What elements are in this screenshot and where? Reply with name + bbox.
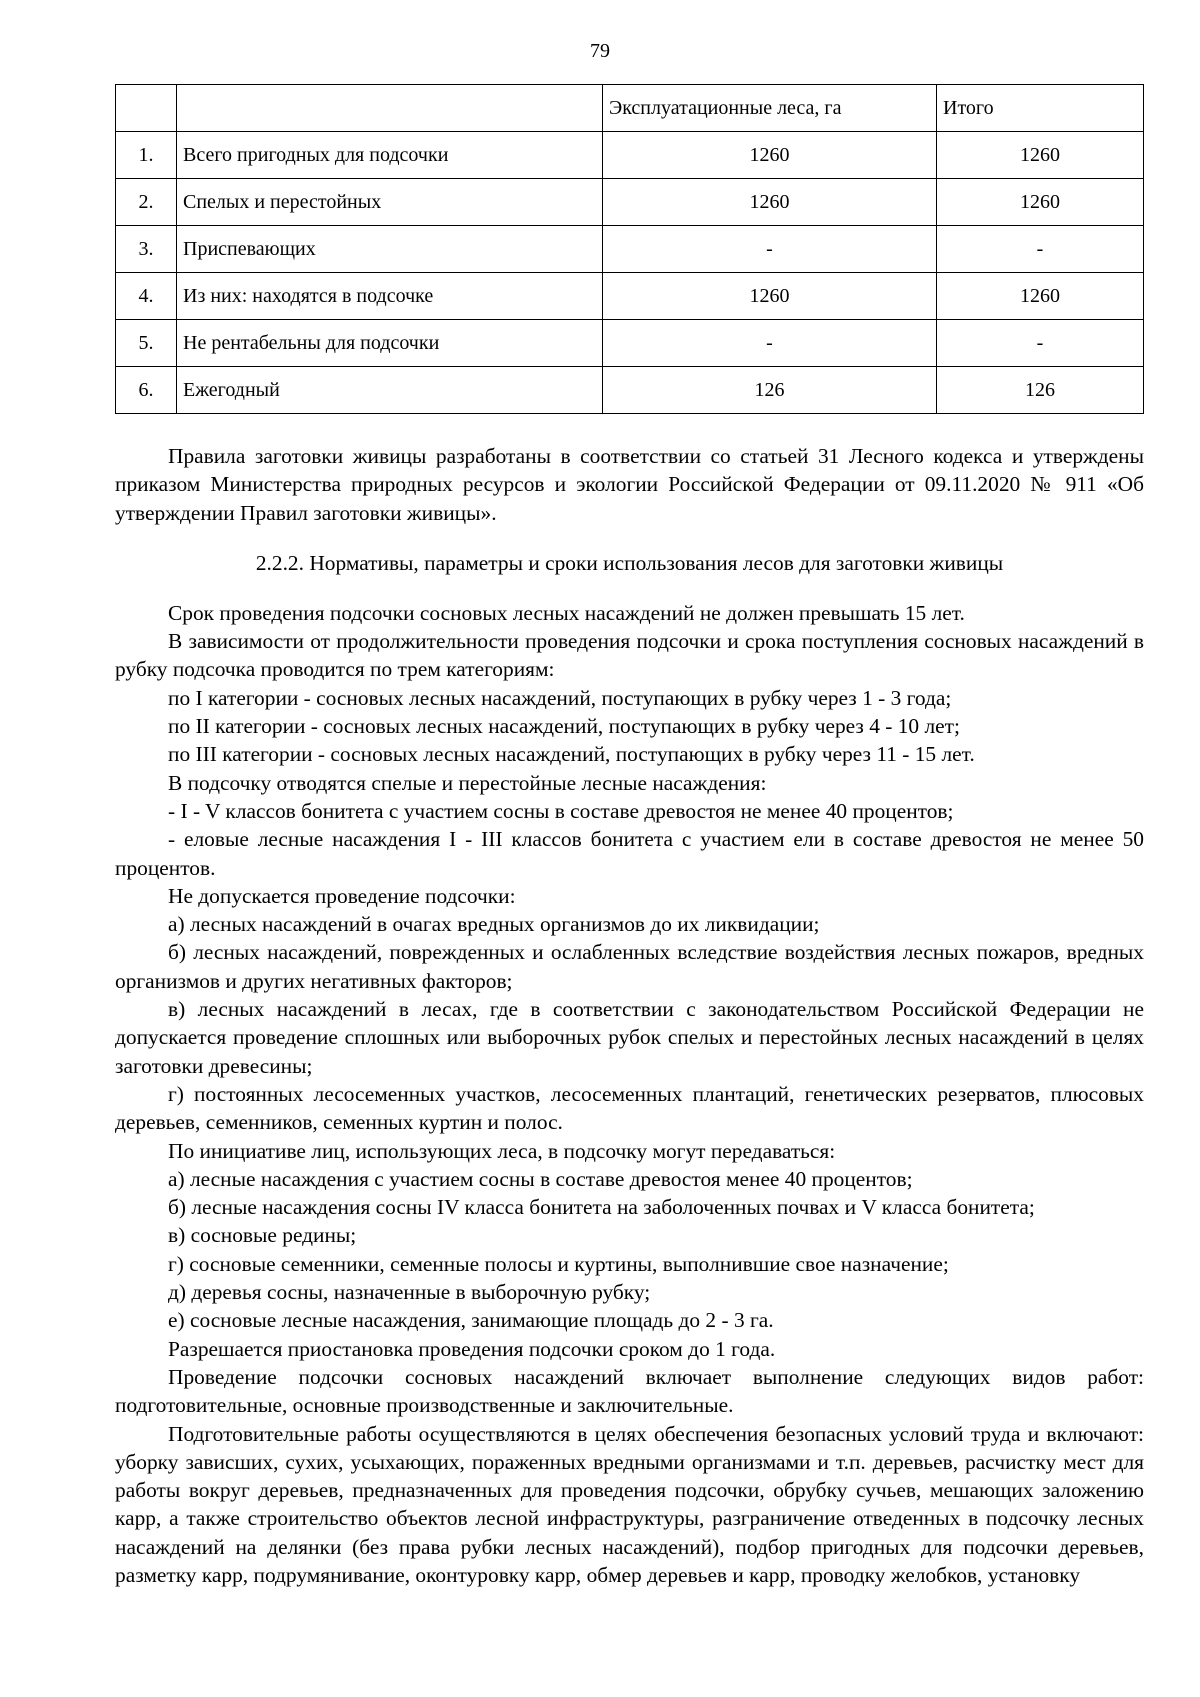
- body-paragraph: Проведение подсочки сосновых насаждений включает выполнение следующих видов работ: подготовительные, основные производственные и заключительные.: [115, 1364, 1144, 1418]
- row-name: Приспевающих: [177, 226, 603, 273]
- table-row: [116, 367, 1144, 414]
- table-row: [116, 273, 1144, 320]
- row-exploitation-value: 1260: [603, 132, 937, 179]
- body-paragraph: В подсочку отводятся спелые и перестойные лесные насаждения:: [168, 770, 767, 795]
- row-exploitation-value: 126: [603, 367, 937, 414]
- body-paragraph: Разрешается приостановка проведения подсочки сроком до 1 года.: [168, 1336, 776, 1361]
- row-number: 4.: [116, 273, 177, 320]
- body-paragraph: в) сосновые редины;: [168, 1223, 357, 1248]
- row-total-value: 1260: [937, 132, 1144, 179]
- row-name: Всего пригодных для подсочки: [177, 132, 603, 179]
- row-number: 3.: [116, 226, 177, 273]
- table-row: [116, 132, 1144, 179]
- resin-area-table: [115, 84, 1144, 414]
- body-paragraph: В зависимости от продолжительности проведения подсочки и срока поступления сосновых насаждений в рубку подсочка проводится по трем категориям:: [115, 629, 1144, 682]
- header-num: [116, 85, 177, 132]
- body-paragraph: - еловые лесные насаждения I - III классов бонитета с участием ели в составе древостоя не менее 50 процентов.: [115, 827, 1144, 880]
- body-paragraph: в) лесных насаждений в лесах, где в соответствии с законодательством Российской Федерации не допускается проведение сплошных или выборочных рубок спелых и перестойных лесных насаждений в целях заготовки древесины;: [115, 997, 1144, 1078]
- page-number: 79: [590, 40, 610, 62]
- table-row: [116, 226, 1144, 273]
- intro-paragraph: Правила заготовки живицы разработаны в соответствии со статьей 31 Лесного кодекса и утверждены приказом Министерства природных ресурсов и экологии Российской Федерации от 09.11.2020 № 911 «Об утверждении Правил заготовки живицы».: [115, 444, 1144, 525]
- row-exploitation-value: 1260: [603, 179, 937, 226]
- document-body: [115, 442, 1144, 1589]
- row-exploitation-value: -: [603, 226, 937, 273]
- row-number: 1.: [116, 132, 177, 179]
- row-exploitation-value: 1260: [603, 273, 937, 320]
- body-paragraph: Подготовительные работы осуществляются в целях обеспечения безопасных условий труда и включают: уборку зависших, сухих, усыхающих, пораженных вредными организмами и т.п. деревьев, расчистку мест для работы вокруг деревьев, предназначенных для проведения подсочки, обрубку сучьев, мешающих заложению карр, а также строительство объектов лесной инфраструктуры, разграничение отведенных в подсочку лесных насаждений на делянки (без права рубки лесных насаждений), подбор пригодных для подсочки деревьев, разметку карр, подрумянивание, оконтуровку карр, обмер деревьев и карр, проводку желобков, установку: [115, 1421, 1144, 1587]
- row-total-value: 1260: [937, 179, 1144, 226]
- header-total: Итого: [937, 85, 1144, 132]
- body-paragraph: Не допускается проведение подсочки:: [168, 883, 516, 908]
- row-name: Из них: находятся в подсочке: [177, 273, 603, 320]
- table-row: [116, 320, 1144, 367]
- header-exploitation-forests: Эксплуатационные леса, га: [603, 85, 937, 132]
- row-total-value: 1260: [937, 273, 1144, 320]
- row-name: Не рентабельны для подсочки: [177, 320, 603, 367]
- body-paragraph: По инициативе лиц, использующих леса, в подсочку могут передаваться:: [168, 1138, 836, 1163]
- section-heading: 2.2.2. Нормативы, параметры и сроки использования лесов для заготовки живицы: [255, 550, 1004, 575]
- row-number: 6.: [116, 367, 177, 414]
- body-paragraph: Срок проведения подсочки сосновых лесных насаждений не должен превышать 15 лет.: [168, 600, 965, 625]
- table-row: [116, 179, 1144, 226]
- row-total-value: -: [937, 320, 1144, 367]
- body-paragraph: по I категории - сосновых лесных насаждений, поступающих в рубку через 1 - 3 года;: [168, 685, 952, 710]
- row-number: 5.: [116, 320, 177, 367]
- body-paragraph: по III категории - сосновых лесных насаждений, поступающих в рубку через 11 - 15 лет.: [168, 742, 975, 767]
- body-paragraph: а) лесные насаждения с участием сосны в составе древостоя менее 40 процентов;: [168, 1166, 913, 1191]
- row-total-value: 126: [937, 367, 1144, 414]
- body-paragraph: б) лесные насаждения сосны IV класса бонитета на заболоченных почвах и V класса бонитета;: [168, 1195, 1035, 1220]
- body-paragraph: г) сосновые семенники, семенные полосы и куртины, выполнившие свое назначение;: [168, 1251, 949, 1276]
- row-name: Ежегодный: [177, 367, 603, 414]
- body-paragraph: д) деревья сосны, назначенные в выборочную рубку;: [168, 1280, 651, 1305]
- row-total-value: -: [937, 226, 1144, 273]
- header-name: [177, 85, 603, 132]
- body-paragraph: г) постоянных лесосеменных участков, лесосеменных плантаций, генетических резерватов, плюсовых деревьев, семенников, семенных куртин и полос.: [115, 1081, 1144, 1135]
- body-paragraph: по II категории - сосновых лесных насаждений, поступающих в рубку через 4 - 10 лет;: [168, 714, 960, 739]
- row-number: 2.: [116, 179, 177, 226]
- body-paragraph: а) лесных насаждений в очагах вредных организмов до их ликвидации;: [168, 912, 820, 937]
- row-name: Спелых и перестойных: [177, 179, 603, 226]
- table-header-row: [116, 85, 1144, 132]
- body-paragraph: е) сосновые лесные насаждения, занимающие площадь до 2 - 3 га.: [168, 1308, 774, 1333]
- body-paragraph: - I - V классов бонитета с участием сосны в составе древостоя не менее 40 процентов;: [168, 798, 954, 823]
- body-paragraph: б) лесных насаждений, поврежденных и ослабленных вследствие воздействия лесных пожаров, вредных организмов и других негативных факторов;: [115, 940, 1144, 993]
- row-exploitation-value: -: [603, 320, 937, 367]
